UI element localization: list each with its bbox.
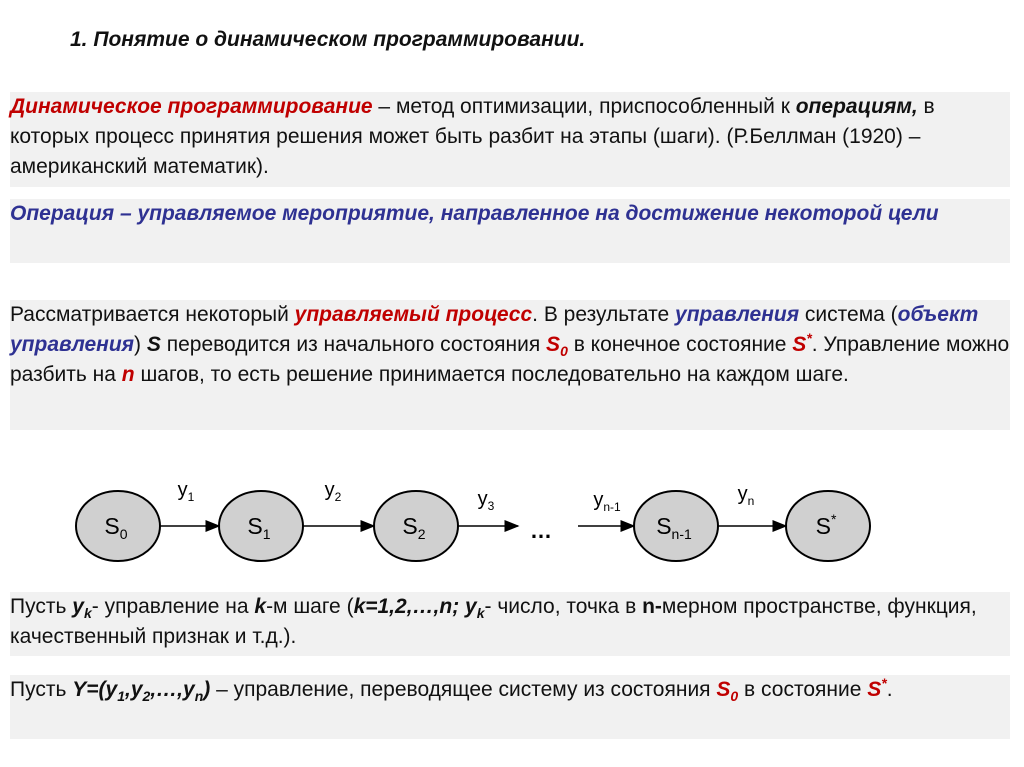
let-Y-text-1: Пусть [10,678,73,701]
state-label: $S_{n-1}$ [656,513,692,542]
state-label: $S_0$ [104,513,128,542]
process-text-8: шагов, то есть решение принимается последовательно на каждом шаге. [134,363,849,386]
let-Y-text-3: в состояние [738,678,868,701]
symbol-yk: $y_k$ [72,595,92,622]
term-control-object: объект управления [10,303,979,356]
let-yk-text-6: мерном пространстве, функция, качественный признак и т.д.). [10,595,977,648]
process-text-6: в конечное состояние [567,333,793,356]
control-label: $y_2$ [324,479,342,504]
control-label: $y_n$ [737,483,755,508]
symbol-n: n [121,363,135,386]
symbol-s0: $S_0$ [546,333,568,360]
process-paragraph [10,300,1010,430]
state-label: S* [815,511,837,539]
process-text-7: . Управление можно разбить на [10,333,1010,386]
operation-definition: Операция – управляемое мероприятие, направленное на достижение некоторой цели [10,199,1010,263]
ellipsis-label: … [530,518,552,543]
process-text-3: система ( [799,303,898,326]
symbol-s: S [146,333,161,356]
definition-text-1: – метод оптимизации, приспособленный к [372,95,796,118]
symbol-s-star-2: S* [867,675,887,701]
term-managed-process: управляемый процесс [294,303,533,326]
let-yk-text-5: - число, точка в [484,595,643,618]
term-control: управления [675,303,800,326]
symbol-k: k [254,595,267,618]
definition-paragraph [10,92,1010,187]
let-yk-text-3: -м шаге ( [266,595,354,618]
control-label: $y_3$ [477,488,495,513]
process-text-1: Рассматривается некоторый [10,303,295,326]
let-Y-paragraph [10,675,1010,739]
state-label: $S_2$ [402,513,426,542]
symbol-n-dim: n- [642,595,662,618]
symbol-k-range: k=1,2,…,n; [353,595,460,618]
symbol-s-star: S* [792,330,812,356]
symbol-s0-2: $S_0$ [716,678,739,705]
process-text-5: переводится из начального состояния [160,333,547,356]
let-yk-text-2: - управление на [91,595,255,618]
process-text-2: . В результате [532,303,676,326]
symbol-yk-2: $y_k$ [465,595,485,622]
state-label: $S_1$ [247,513,271,542]
control-label: $y_{n-1}$ [593,489,621,514]
let-yk-text-1: Пусть [10,595,73,618]
let-Y-text-2: – управление, переводящее систему из состояния [210,678,717,701]
term-dynamic-programming: Динамическое программирование [10,95,373,118]
state-transition-diagram [0,470,1024,580]
let-Y-text-4: . [886,678,893,701]
term-operations: операциям, [795,95,918,118]
let-yk-paragraph [10,592,1010,656]
control-label: $y_1$ [177,479,195,504]
definition-text-2: в которых процесс принятия решения может быть разбит на этапы (шаги). (Р.Беллман (1920) – американский математик). [10,95,935,178]
process-text-4: ) [134,333,147,356]
symbol-Y-vector: $Y=(y_1,y_2,\dots,y_n)$ [72,678,211,705]
page-title: 1. Понятие о динамическом программировании. [70,28,586,51]
